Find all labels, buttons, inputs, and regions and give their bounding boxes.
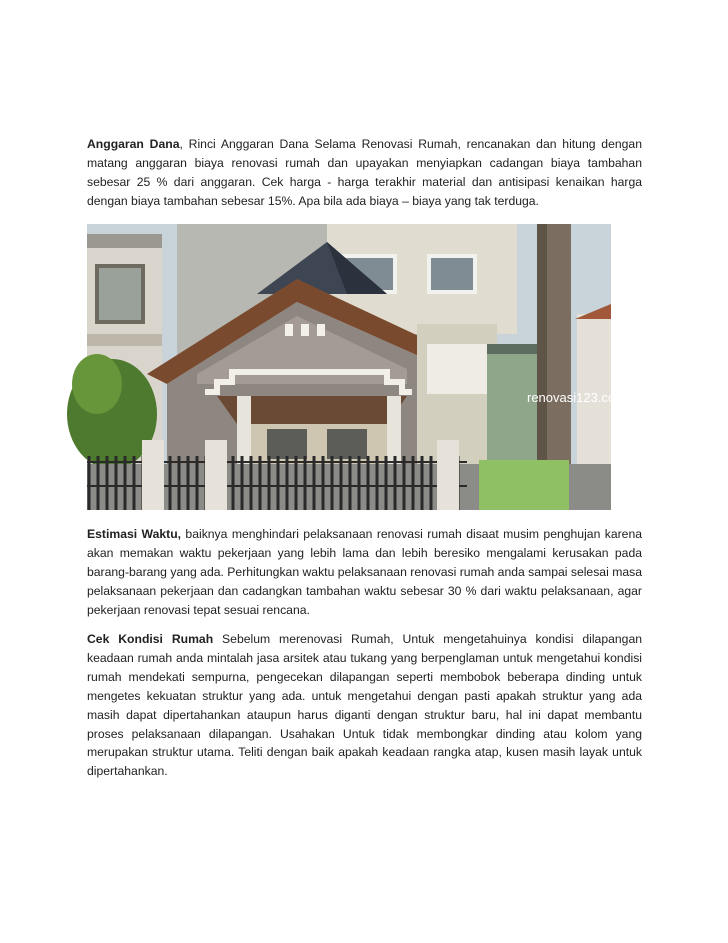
paragraph-cek-kondisi-rumah [87,630,642,781]
photo-watermark: renovasi123.com [527,390,626,405]
paragraph-estimasi-waktu [87,525,642,620]
paragraph-heading: Estimasi Waktu, [87,527,182,541]
paragraph-heading: Cek Kondisi Rumah [87,632,214,646]
house-photo [87,224,626,510]
paragraph-heading: Anggaran Dana [87,137,180,151]
paragraph-body: Sebelum merenovasi Rumah, Untuk mengetahuinya kondisi dilapangan keadaan rumah anda mintalah jasa arsitek atau tukang yang berpenglaman untuk mengetahui kondisi rumah mendekati sempurna, pengecekan dilapangan seperti membobok beberapa dinding untuk mengetes kekuatan struktur yang ada. untuk mengetahui dengan pasti apakah struktur yang ada masih dapat dipertahankan ataupun harus diganti dengan struktur baru, hal ini dapat membantu proses pelaksanaan dilapangan. Usahakan Untuk tidak membongkar dinding atau kolom yang merupakan struktur utama. Teliti dengan baik apakah keadaan rangka atap, kusen masih layak untuk dipertahankan. [87,632,642,779]
paragraph-anggaran-dana [87,135,642,211]
paragraph-body: , Rinci Anggaran Dana Selama Renovasi Rumah, rencanakan dan hitung dengan matang anggaran biaya renovasi rumah dan upayakan menyiapkan cadangan biaya tambahan sebesar 25 % dari anggaran. Cek harga - harga terakhir material dan antisipasi kenaikan harga dengan biaya tambahan sebesar 15%. Apa bila ada biaya – biaya yang tak terduga. [87,137,642,208]
paragraph-body: baiknya menghindari pelaksanaan renovasi rumah disaat musim penghujan karena akan memakan waktu pekerjaan yang lebih lama dan lebih beresiko mengalami kerusakan pada barang-barang yang ada. Perhitungkan waktu pelaksanaan renovasi rumah anda sampai selesai masa pelaksanaan pekerjaan dan cadangkan tambahan waktu sebesar 30 % dari waktu pelaksanaan, agar pekerjaan renovasi tepat sesuai rencana. [87,527,643,617]
